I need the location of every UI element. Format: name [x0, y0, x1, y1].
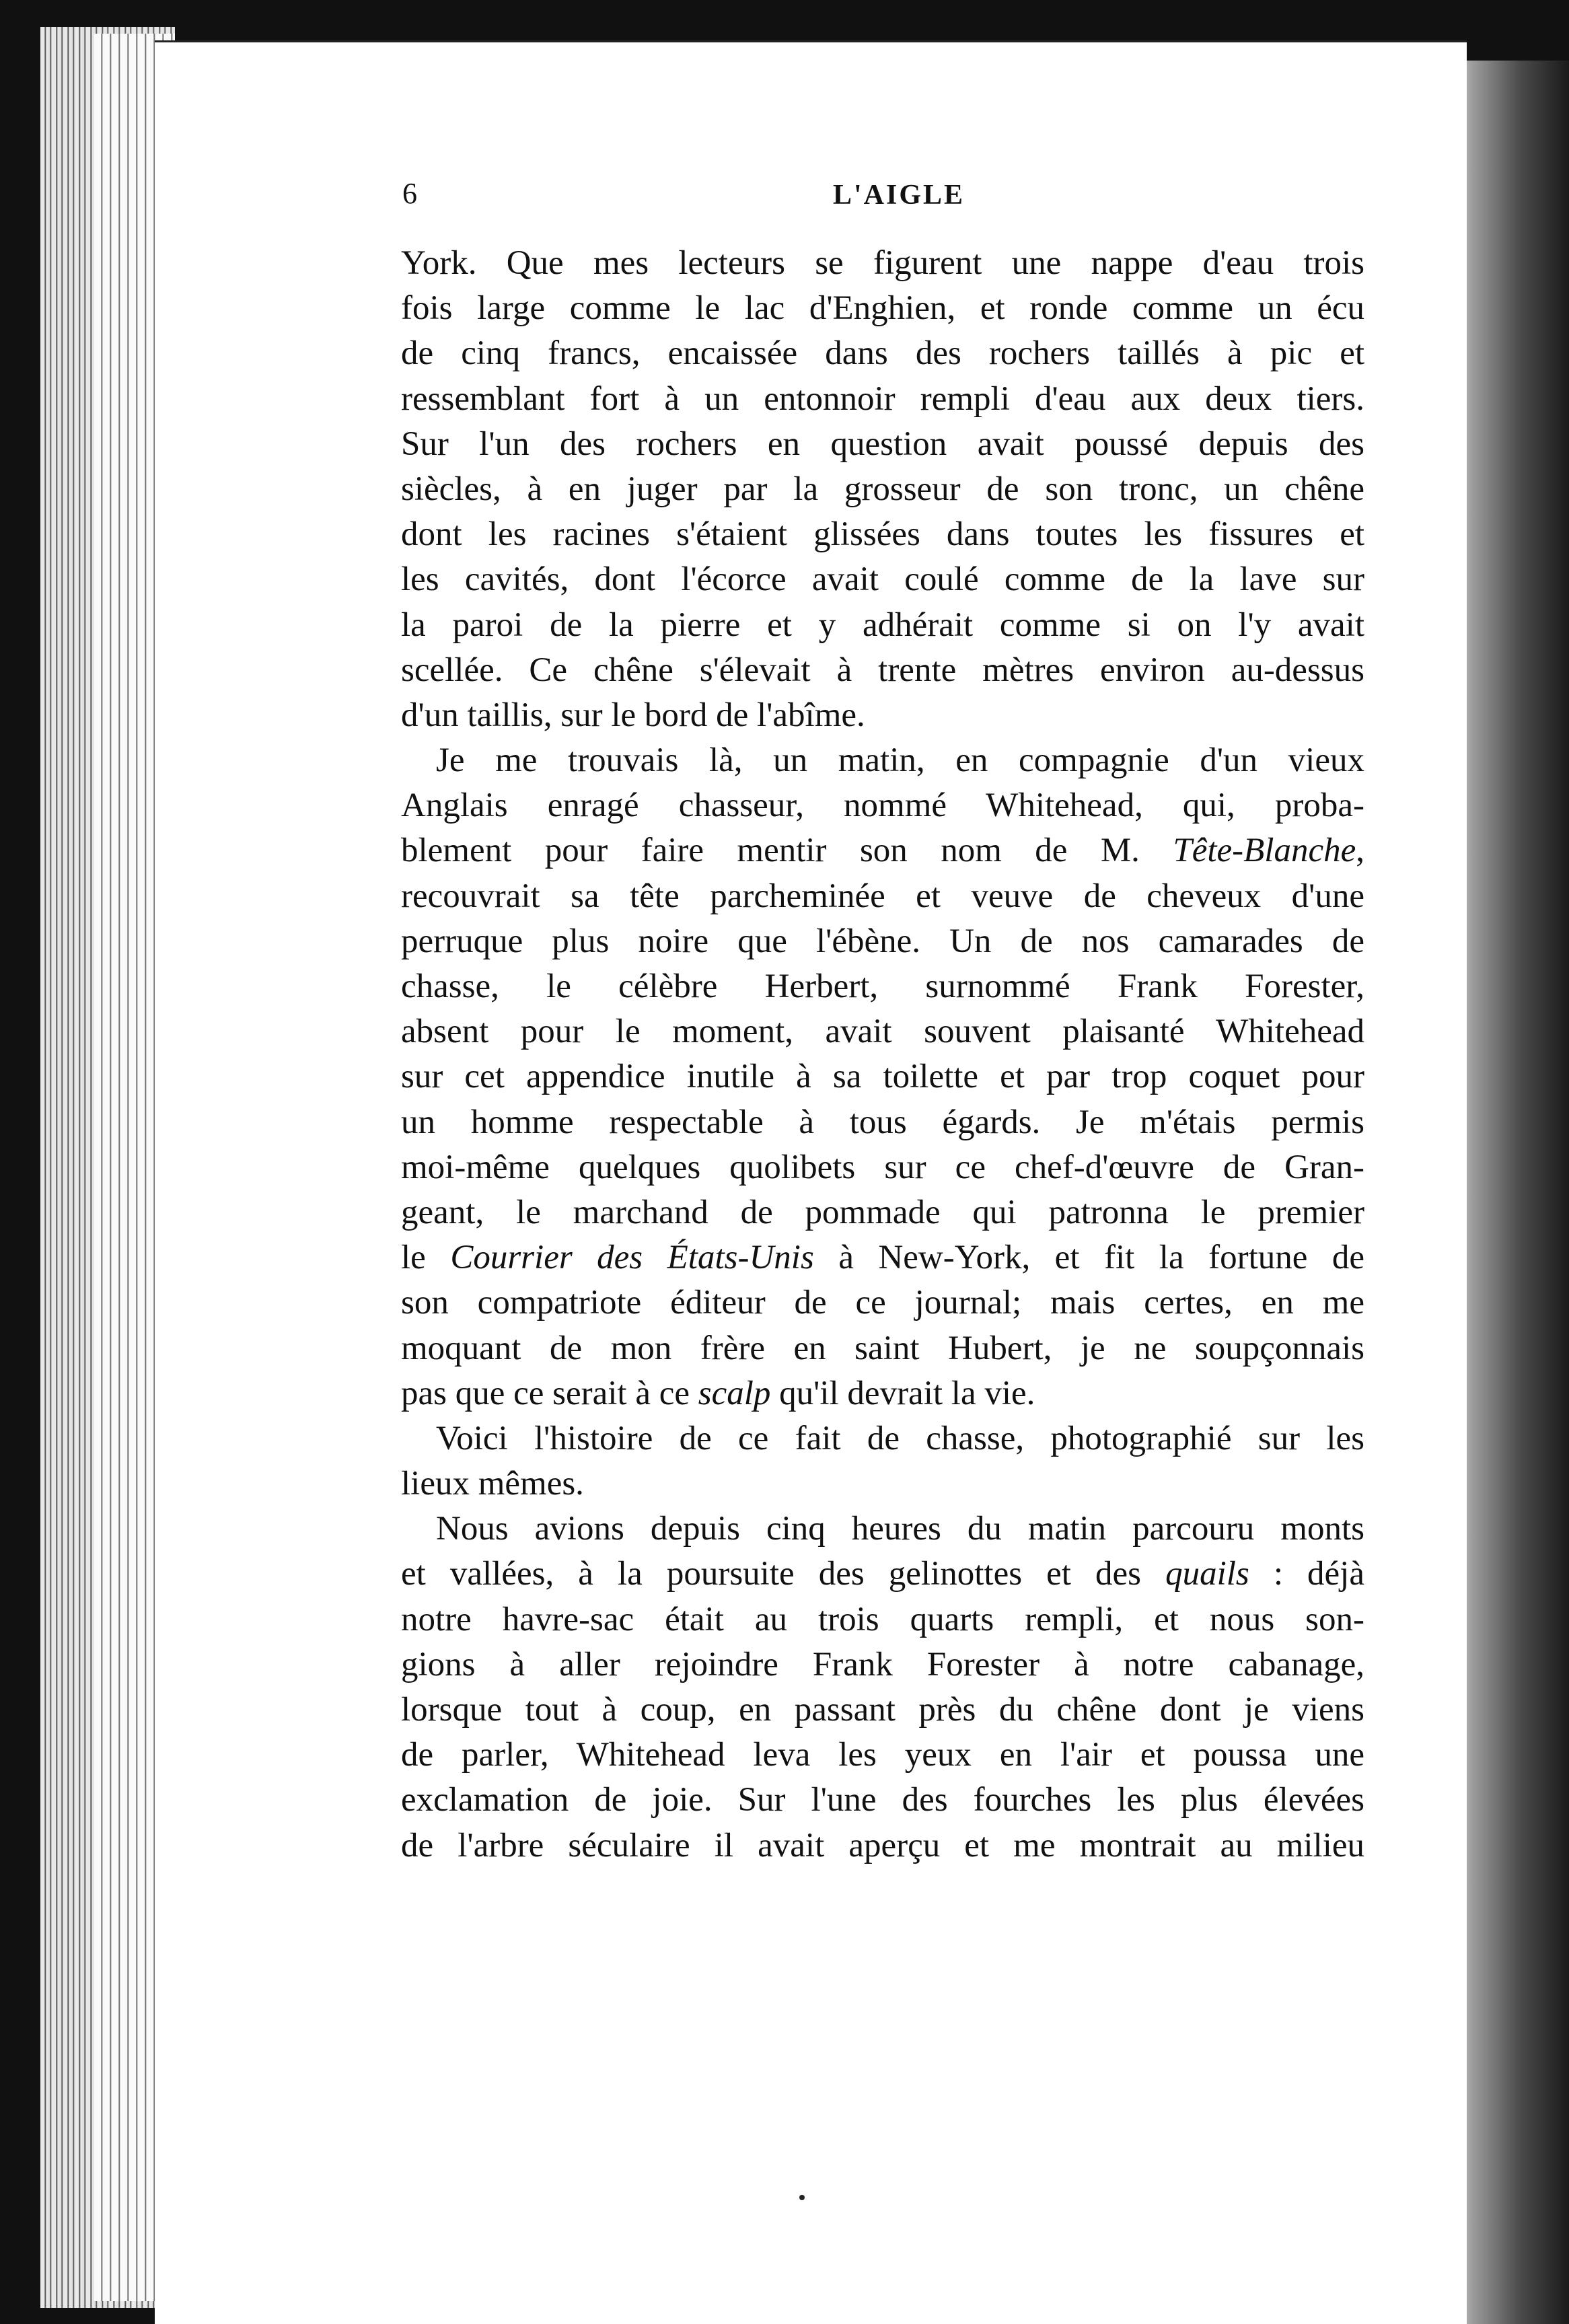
text-line: exclamation de joie. Sur l'une des fourches les plus élevées	[401, 1781, 1364, 1819]
running-head	[402, 176, 1344, 223]
text-line: pas que ce serait à ce scalp qu'il devrait la vie.	[401, 1374, 1035, 1412]
text-line: dont les racines s'étaient glissées dans toutes les fissures et	[401, 515, 1364, 554]
text-line: geant, le marchand de pommade qui patronna le premier	[401, 1193, 1364, 1231]
page-number: 6	[402, 177, 417, 210]
body-text	[401, 241, 1364, 1868]
text-line: de parler, Whitehead leva les yeux en l'air et poussa une	[401, 1736, 1364, 1774]
text-line: absent pour le moment, avait souvent plaisanté Whitehead	[401, 1013, 1364, 1051]
text-line: Anglais enragé chasseur, nommé Whitehead, qui, proba-	[401, 787, 1364, 825]
text-line: moquant de mon frère en saint Hubert, je ne soupçonnais	[401, 1329, 1364, 1367]
text-line: perruque plus noire que l'ébène. Un de nos camarades de	[401, 922, 1364, 960]
text-line: blement pour faire mentir son nom de M. Tête-Blanche,	[401, 832, 1364, 870]
text-line: Nous avions depuis cinq heures du matin parcouru monts	[436, 1510, 1364, 1548]
text-line: la paroi de la pierre et y adhérait comme si on l'y avait	[401, 606, 1364, 644]
text-line: de l'arbre séculaire il avait aperçu et me montrait au milieu	[401, 1826, 1364, 1864]
signature-dot	[799, 2195, 805, 2200]
text-line: recouvrait sa tête parcheminée et veuve de cheveux d'une	[401, 877, 1364, 915]
text-line: chasse, le célèbre Herbert, surnommé Frank Forester,	[401, 968, 1364, 1005]
text-line: siècles, à en juger par la grosseur de son tronc, un chêne	[401, 470, 1364, 508]
text-line: scellée. Ce chêne s'élevait à trente mètres environ au-dessus	[401, 651, 1364, 689]
text-line: lorsque tout à coup, en passant près du chêne dont je viens	[401, 1691, 1364, 1729]
text-line: lieux mêmes.	[401, 1465, 584, 1503]
text-line: le Courrier des États-Unis à New-York, et fit la fortune de	[401, 1239, 1365, 1277]
text-line: moi-même quelques quolibets sur ce chef-d'œuvre de Gran-	[401, 1148, 1364, 1186]
text-line: son compatriote éditeur de ce journal; mais certes, en me	[401, 1284, 1364, 1322]
text-line: notre havre-sac était au trois quarts rempli, et nous son-	[401, 1600, 1364, 1638]
text-line: Sur l'un des rochers en question avait poussé depuis des	[401, 425, 1364, 463]
text-line: gions à aller rejoindre Frank Forester à notre cabanage,	[401, 1645, 1364, 1683]
text-line: Voici l'histoire de ce fait de chasse, photographié sur les	[436, 1419, 1364, 1457]
text-line: un homme respectable à tous égards. Je m'étais permis	[401, 1103, 1364, 1141]
text-line: sur cet appendice inutile à sa toilette et par trop coquet pour	[401, 1058, 1364, 1096]
text-line: York. Que mes lecteurs se figurent une nappe d'eau trois	[401, 244, 1364, 282]
text-line: et vallées, à la poursuite des gelinottes et des quails : déjà	[401, 1555, 1364, 1593]
running-title: L'AIGLE	[833, 180, 965, 211]
text-line: Je me trouvais là, un matin, en compagnie d'un vieux	[436, 741, 1364, 780]
text-line: de cinq francs, encaissée dans des rochers taillés à pic et	[401, 334, 1364, 373]
text-line: fois large comme le lac d'Enghien, et ronde comme un écu	[401, 289, 1364, 328]
text-line: d'un taillis, sur le bord de l'abîme.	[401, 696, 865, 734]
text-line: les cavités, dont l'écorce avait coulé comme de la lave sur	[401, 560, 1364, 599]
text-line: ressemblant fort à un entonnoir rempli d'eau aux deux tiers.	[401, 379, 1364, 418]
